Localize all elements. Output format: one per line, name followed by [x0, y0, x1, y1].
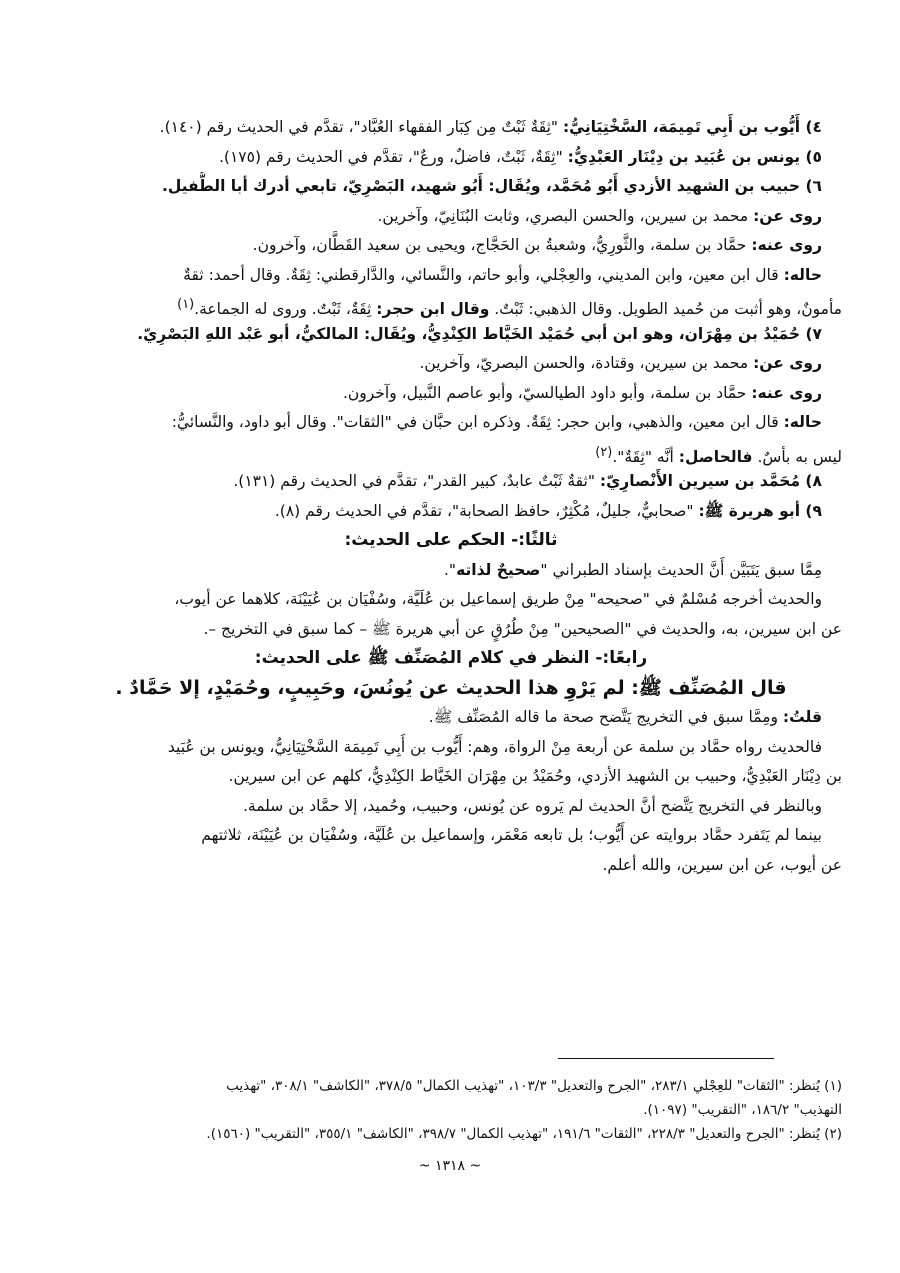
narrator-9: ٩) أبو هريرة ﷺ: "صحابيٌّ، جليلٌ، مُكْثِرٌ، حافظ الصحابة"، تقدَّم في الحديث رقم (٨).	[274, 501, 822, 520]
heading-third-ruling: ثالثًا:- الحكم على الحديث:	[344, 530, 558, 550]
baynama-line-1: بينما لم يَتَفرد حمَّاد بروايته عن أَيُّوب؛ بل تابعه مَعْمَر، وإسماعيل بن عُلَيَّة، وسُفْيَان بن عُيَيْنَة، ثلاثتهم	[201, 826, 822, 844]
narrator-7-rawa-an: روى عن: محمد بن سيرين، وقتادة، والحسن البصريّ، وآخرين.	[419, 354, 822, 372]
baynama-line-2: عن أيوب، عن ابن سيرين، والله أعلم.	[602, 855, 842, 874]
footnote-separator	[558, 1058, 774, 1059]
narrator-6-rawa-anhu: روى عنه: حمَّاد بن سلمة، والثَّورِيُّ، وشعبةُ بن الحَجَّاج، ويحيى بن سعيد القَطَّان، وآخرون.	[252, 236, 822, 254]
narrator-6-hal-2: مأمونٌ، وهو أثبت من حُميد الطويل. وقال الذهبي: ثَبْتٌ. وقال ابن حجر: ثِقَةٌ، ثَبْتٌ. وروى له الجماعة.$^{(١)}$	[177, 297, 842, 319]
narrator-7-hal-1: حاله: قال ابن معين، والذهبي، وابن حجر: ثِقَةٌ. وذكره ابن حبَّان في "الثقات". وقال أبو داود، والنَّسائيُّ:	[171, 413, 822, 431]
narrator-6: ٦) حبيب بن الشهيد الأزدي أَبُو مُحَمَّد، ويُقَال: أَبُو شهيد، البَصْرِيّ، تابعي أدرك أبا الطُّفيل.	[161, 177, 822, 195]
footnote-1-line-2: التهذيب" ١٨٦/٢، "التقريب" (١٠٩٧).	[643, 1102, 842, 1118]
footnote-marker-2[interactable]: (٢)	[595, 444, 613, 460]
narrator-5: ٥) يونس بن عُبَيد بن دِيْنَار العَبْدِيُّ: "ثِقَةٌ، ثَبْتٌ، فاضلٌ، ورعٌ"، تقدَّم في الحديث رقم (١٧٥).	[218, 147, 822, 166]
qultu-paragraph: قلتُ: ومِمَّا سبق في التخريج يَتَّضح صحة ما قاله المُصَنِّف ﷺ.	[428, 708, 822, 726]
footnotes	[60, 1074, 842, 1146]
author-quote: قال المُصَنِّف ﷺ: لم يَرْوِ هذا الحديث عن يُونُسَ، وحَبِيبٍ، وحُمَيْدٍ، إلا حَمَّادٌ .	[115, 676, 787, 699]
narrator-8: ٨) مُحَمَّد بن سيرين الأَنْصارِيّ: "ثقةٌ ثَبْتٌ عابدٌ، كبير القدر"، تقدَّم في الحديث رقم (١٣١).	[233, 472, 822, 490]
rawahu-line-2: بن دِيْنَار العَبْدِيُّ، وحبيب بن الشهيد الأزدي، وحُمَيْدُ بن مِهْرَان الخَيَّاط الكِنْدِيُّ، كلهم عن ابن سيرين.	[228, 767, 842, 785]
ruling-paragraph: مِمَّا سبق يَتَبَيَّن أَنَّ الحديث بإسناد الطبراني "صحيحٌ لذاته".	[444, 560, 822, 579]
footnote-1-line-1: (١) يُنظر: "الثقات" للعِجْلي ٢٨٣/١، "الجرح والتعديل" ١٠٣/٣، "تهذيب الكمال" ٣٧٨/٥، "الكاشف" ٣٠٨/١، "تهذيب	[226, 1078, 842, 1094]
footnote-marker-1[interactable]: (١)	[177, 297, 195, 312]
heading-fourth-author-remark: رابعًا:- النظر في كلام المُصَنِّف ﷺ على الحديث:	[254, 648, 648, 668]
takhrij-line-2: عن ابن سيرين، به، والحديث في "الصحيحين" مِنْ طُرُقٍ عن أبي هريرة ﷺ – كما سبق في التخريج –.	[203, 619, 842, 638]
nazar-paragraph: وبالنظر في التخريج يَتَّضح أنَّ الحديث لم يَروه عن يُونس، وحبيب، وحُميد، إلا حمَّاد بن سلمة.	[242, 796, 822, 815]
narrator-7-hal-2: ليس به بأسٌ. فالحاصل: أنَّه "ثِقَةٌ".$^{(٢)}$	[595, 444, 842, 466]
takhrij-line-1: والحديث أخرجه مُسْلمٌ في "صحيحه" مِنْ طريق إسماعيل بن عُلَيَّة، وسُفْيَان بن عُيَيْنَة، كلاهما عن أيوب،	[174, 590, 822, 608]
narrator-4: ٤) أَيُّوب بن أَبِي تَمِيمَة، السَّخْتِيَانِيُّ: "ثِقَةٌ ثَبْتٌ مِن كِبَار الفقهاء العُبَّاد"، تقدَّم في الحديث رقم (١٤٠).	[159, 118, 822, 136]
narrator-6-hal-1: حاله: قال ابن معين، وابن المديني، والعِجْلي، وأبو حاتم، والنَّسائي، والدَّارقطني: ثِقَةٌ. وقال أحمد: ثقةٌ	[183, 265, 822, 284]
main-text	[60, 113, 842, 880]
rawahu-line-1: فالحديث رواه حمَّاد بن سلمة عن أربعة مِنْ الرواة، وهم: أَيُّوب بن أَبِي تَمِيمَة السَّخْتِيَانِيُّ، ويونس بن عُبَيد	[167, 737, 822, 756]
narrator-7: ٧) حُمَيْدُ بن مِهْرَان، وهو ابن أبي حُمَيْد الخَيَّاط الكِنْدِيُّ، ويُقَال: المالكيُّ، أبو عَبْد اللهِ البَصْرِيّ.	[137, 324, 822, 343]
narrator-6-rawa-an: روى عن: محمد بن سيرين، والحسن البصري، وثابت البُنَانِيّ، وآخرين.	[377, 206, 822, 225]
narrator-7-rawa-anhu: روى عنه: حمَّاد بن سلمة، وأبو داود الطيالسيّ، وأبو عاصم النَّبيل، وآخرون.	[342, 383, 822, 402]
footnote-2: (٢) يُنظر: "الجرح والتعديل" ٢٢٨/٣، "الثقات" ١٩١/٦، "تهذيب الكمال" ٣٩٨/٧، "الكاشف" ٣٥٥/١، "التقريب" (١٥٦٠).	[206, 1126, 842, 1142]
page-number: ~ ١٣١٨ ~	[418, 1158, 482, 1174]
